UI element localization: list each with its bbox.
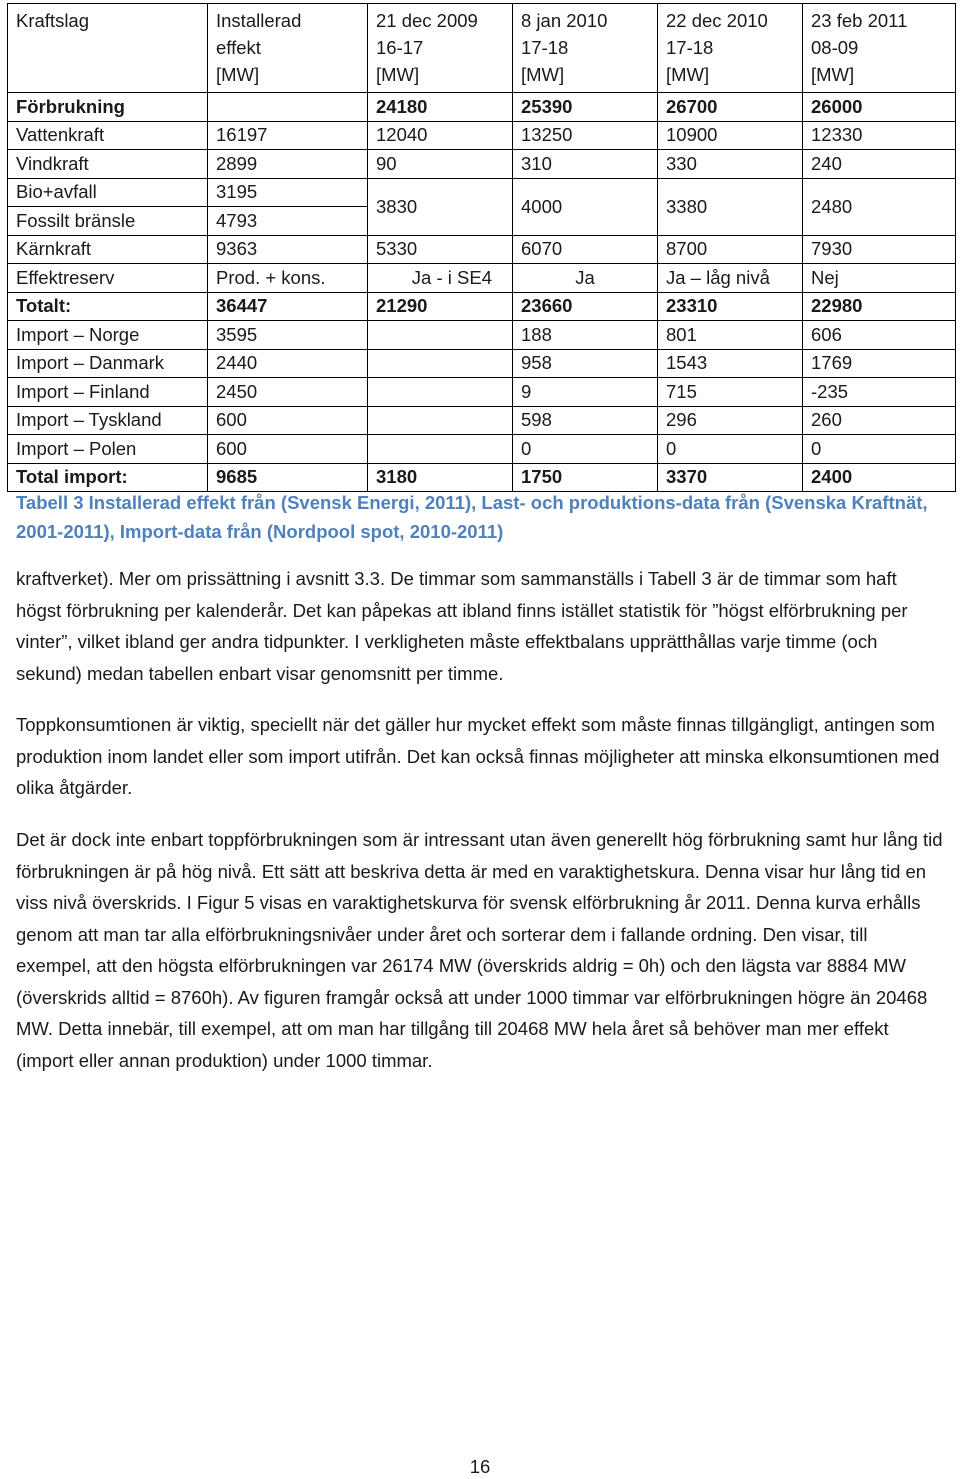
table-cell: 26000 — [803, 93, 956, 122]
table-cell-merged: 3830 — [368, 178, 513, 235]
table-cell: Import – Tyskland — [8, 406, 208, 435]
table-cell: Import – Polen — [8, 435, 208, 464]
table-cell: 9363 — [208, 235, 368, 264]
table-row-vattenkraft — [8, 121, 956, 150]
table-cell: Ja - i SE4 — [368, 264, 513, 293]
table-cell: 5330 — [368, 235, 513, 264]
table-row-bioavfall — [8, 178, 956, 207]
table-cell: Total import: — [8, 463, 208, 492]
table-cell: 26700 — [658, 93, 803, 122]
table-cell: Kärnkraft — [8, 235, 208, 264]
table-cell: 715 — [658, 378, 803, 407]
table-row-vindkraft — [8, 150, 956, 179]
table-cell: 0 — [803, 435, 956, 464]
table-cell: 24180 — [368, 93, 513, 122]
table-cell: 4793 — [208, 207, 368, 236]
table-cell: 1769 — [803, 349, 956, 378]
table-row-forbrukning — [8, 93, 956, 122]
table-row-import-polen — [8, 435, 956, 464]
table-cell: 0 — [513, 435, 658, 464]
paragraph-text: Toppkonsumtionen är viktig, speciellt när det gäller hur mycket effekt som måste finnas tillgängligt, antingen som produktion inom landet eller som import utifrån. Det kan också finnas möjligheter att minska elkonsumtionen med olika åtgärder. — [16, 714, 940, 798]
paragraph-text: kraftverket). Mer om prissättning i avsnitt 3.3. De timmar som sammanställs i Tabell 3 är de timmar som haft högst förbrukning per kalenderår. Det kan påpekas att ibland finns istället statistik för ”högst elförbrukning per vinter”, vilket ibland ger andra tidpunkter. I verkligheten måste effektbalans upprätthållas varje timme (och sekund) medan tabellen enbart visar genomsnitt per timme. — [16, 568, 908, 684]
table-cell: Totalt: — [8, 292, 208, 321]
table-cell-empty — [368, 435, 513, 464]
table-cell: 10900 — [658, 121, 803, 150]
table-cell: 3195 — [208, 178, 368, 207]
table-cell: 23660 — [513, 292, 658, 321]
table-cell: 0 — [658, 435, 803, 464]
table-cell: 13250 — [513, 121, 658, 150]
table-cell: 240 — [803, 150, 956, 179]
header-2010-12-22: 22 dec 2010 17-18 [MW] — [658, 4, 803, 93]
table-row-karnkraft — [8, 235, 956, 264]
table-cell: 188 — [513, 321, 658, 350]
table-cell: 1543 — [658, 349, 803, 378]
table-cell: Bio+avfall — [8, 178, 208, 207]
table-cell: 260 — [803, 406, 956, 435]
table-cell: Prod. + kons. — [208, 264, 368, 293]
table-cell: 90 — [368, 150, 513, 179]
table-cell-empty — [368, 321, 513, 350]
table-row-totalt — [8, 292, 956, 321]
table-cell: -235 — [803, 378, 956, 407]
table-row-effektreserv — [8, 264, 956, 293]
table-cell: 22980 — [803, 292, 956, 321]
header-2011-02-23: 23 feb 2011 08-09 [MW] — [803, 4, 956, 93]
header-kraftslag: Kraftslag — [8, 4, 208, 93]
table-cell-merged: 2480 — [803, 178, 956, 235]
table-cell: 958 — [513, 349, 658, 378]
table-cell: Fossilt bränsle — [8, 207, 208, 236]
table-cell: 12330 — [803, 121, 956, 150]
table-cell: 598 — [513, 406, 658, 435]
table-cell: 3595 — [208, 321, 368, 350]
table-cell: 25390 — [513, 93, 658, 122]
table-cell: Effektreserv — [8, 264, 208, 293]
table-cell: 16197 — [208, 121, 368, 150]
table-cell: Import – Danmark — [8, 349, 208, 378]
table-cell: 7930 — [803, 235, 956, 264]
table-cell: Nej — [803, 264, 956, 293]
table-cell: 1750 — [513, 463, 658, 492]
table-cell: Ja – låg nivå — [658, 264, 803, 293]
header-2010-01-08: 8 jan 2010 17-18 [MW] — [513, 4, 658, 93]
table-cell: 2400 — [803, 463, 956, 492]
table-cell: 296 — [658, 406, 803, 435]
table-cell-merged: 3380 — [658, 178, 803, 235]
table-cell: Förbrukning — [8, 93, 208, 122]
table-cell: 9 — [513, 378, 658, 407]
table-row-import-danmark — [8, 349, 956, 378]
table-cell: 21290 — [368, 292, 513, 321]
table-cell: 23310 — [658, 292, 803, 321]
table-cell: 310 — [513, 150, 658, 179]
table-cell: Vattenkraft — [8, 121, 208, 150]
table-cell: 3180 — [368, 463, 513, 492]
body-paragraph — [16, 824, 946, 1076]
table-cell: 36447 — [208, 292, 368, 321]
body-paragraph — [16, 563, 946, 689]
table-row-import-norge — [8, 321, 956, 350]
table-caption: Tabell 3 Installerad effekt från (Svensk Energi, 2011), Last- och produktions-data från (Svenska Kraftnät, 2001-2011), Import-data från (Nordpool spot, 2010-2011) — [16, 492, 928, 542]
table-cell-merged: 4000 — [513, 178, 658, 235]
table-row-import-finland — [8, 378, 956, 407]
table-cell: 2450 — [208, 378, 368, 407]
power-balance-table — [7, 3, 956, 492]
table-cell-empty — [368, 406, 513, 435]
table-cell: 801 — [658, 321, 803, 350]
header-installerad: Installerad effekt [MW] — [208, 4, 368, 93]
table-cell: 606 — [803, 321, 956, 350]
table-cell: 600 — [208, 435, 368, 464]
table-cell: 2899 — [208, 150, 368, 179]
table-cell: 9685 — [208, 463, 368, 492]
table-cell: 8700 — [658, 235, 803, 264]
table-cell: 330 — [658, 150, 803, 179]
table-cell: 3370 — [658, 463, 803, 492]
table-cell-empty — [368, 378, 513, 407]
body-paragraph — [16, 709, 946, 804]
table-cell-empty — [368, 349, 513, 378]
table-cell: Vindkraft — [8, 150, 208, 179]
table-cell: Import – Finland — [8, 378, 208, 407]
table-cell: Import – Norge — [8, 321, 208, 350]
table-row-total-import — [8, 463, 956, 492]
header-2009-12-21: 21 dec 2009 16-17 [MW] — [368, 4, 513, 93]
table-cell: 12040 — [368, 121, 513, 150]
table-cell: 6070 — [513, 235, 658, 264]
table-cell — [208, 93, 368, 122]
table-header-row — [8, 4, 956, 93]
table-row-import-tyskland — [8, 406, 956, 435]
page-number: 16 — [469, 1456, 491, 1477]
paragraph-text: Det är dock inte enbart toppförbrukningen som är intressant utan även generellt hög förbrukning samt hur lång tid förbrukningen är på hög nivå. Ett sätt att beskriva detta är med en varaktighetskura. Denna visar hur lång tid en viss nivå överskrids. I Figur 5 visas en varaktighetskurva för svensk elförbrukning år 2011. Denna kurva erhålls genom att man tar alla elförbrukningsnivåer under året och sorterar dem i fallande ordning. Den visar, till exempel, att den högsta elförbrukningen var 26174 MW (överskrids aldrig = 0h) och den lägsta var 8884 MW (överskrids alltid = 8760h). Av figuren framgår också att under 1000 timmar var elförbrukningen högre än 20468 MW. Detta innebär, till exempel, att om man har tillgång till 20468 MW hela året så behöver man mer effekt (import eller annan produktion) under 1000 timmar. — [16, 829, 943, 1071]
table-cell: 600 — [208, 406, 368, 435]
table-cell: Ja — [513, 264, 658, 293]
table-cell: 2440 — [208, 349, 368, 378]
